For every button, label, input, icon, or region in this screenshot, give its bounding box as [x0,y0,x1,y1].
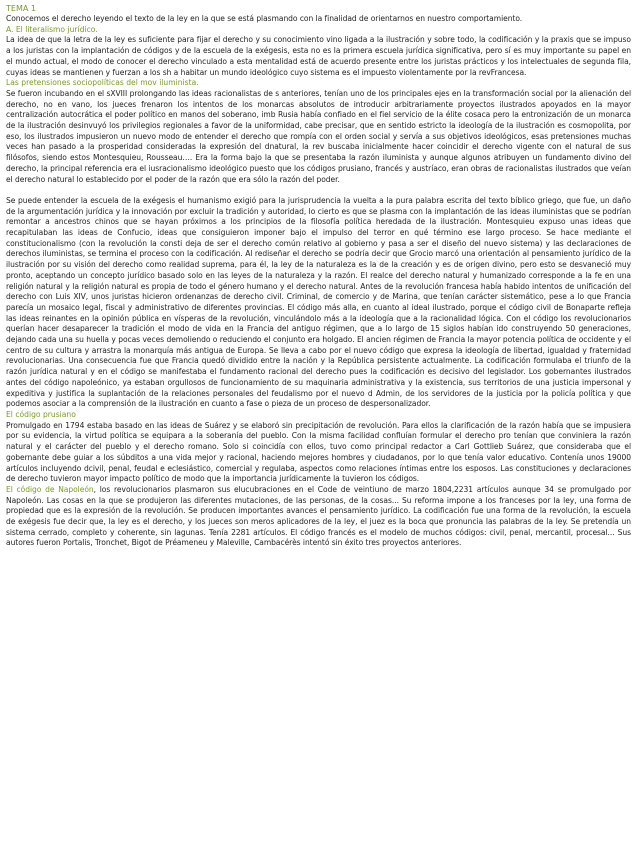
paragraph-pretensiones: Se fueron incubando en el sXVIII prolongando las ideas racionalistas de s anteriores, tenían uno de los principales ejes en la transformación social por la alienación del derecho, no en vano, los jueces frenaron los intentos de los monarcas absolutos de introducir arbitrariamente proyectos ilustrados apoyados en la mayor centralización autocrática el poder político en manos del soberano, imb Rusia había confiado en el fiel servicio de la élite cosaca pero la entronización de un monarca de la ilustración desinvuyó los privilegios regionales a favor de la uniformidad, cabe precisar, que en sentido estricto la ideología de la ilustración es cosmopolita, por eso, los ilustrados impusieron un nuevo modo de entender el derecho que rompía con el orden social y servía a sus objetivos ideológicos, esas pretensiones muchas veces han pasado a la prosperidad consideradas la expresión del dnatural, la rev buscaba inicialmente hacer coincidir el derecho vigente con el natural de sus filósofos, siendo estos Montesquieu, Rousseau…. Era la forma bajo la que se presentaba la razón iluminista y aunque algunos atribuyen un fundamento divino del derecho, la principal referencia era el iusracionalismo ideológico puesto que los códigos prusiano, francés y austríaco, eran obras de racionalistas ilustrados que veían el derecho natural lo establecido por el poder de la razón que era sólo la razón del poder. [6,88,631,184]
paragraph-codigo-napoleon: El código de Napoleón, los revolucionarios plasmaron sus elucubraciones en el Code de veintiuno de marzo 1804,2231 artículos aunque 34 se promulgado por Napoleón. Las cosas en la que se produjeron las diferentes mutaciones, de las personas, de la cosas... Su reforma impone a los franceses por la ley, una forma de propiedad que es la expresión de la revolución. Se producen importantes avances el pensamiento jurídico. La codificación fue una forma de la revolución, la escuela de exégesis fue decir que, la ley es el derecho, y los jueces son meros aplicadores de la ley, el juez es la boca que pronuncia las palabras de la ley. Se pretendía un sistema cerrado, completo y coherente, sin lagunas. Tenía 2281 artículos. El código francés es el modelo de muchos códigos: civil, penal, mercantil, procesal... Sus autores fueron Portalis, Tronchet, Bigot de Préameneu y Maleville, Cambacérès intentó sin éxito tres proyectos anteriores. [6,484,632,548]
paragraph-codigo-prusiano: Promulgado en 1794 estaba basado en las ideas de Suárez y se elaboró sin precipitación de revolución. Para ellos la clarificación de la razón había que se impusiera por su evidencia, la virtud política se equipara a la soberanía del pueblo. Con la misma facilidad confluían formular el derecho pro tenían que conviniera la razón natural y el carácter del pueblo y el derecho romano. Solo si coincidía con ellos, tuvo como principal redactor a Carl Gottlieb Suárez, que consideraba que el gobernante debe guiar a los súbditos a una vida mejor y racional, haciendo mejores hombres y ciudadanos, por lo que tenía valor educativo. Contenía unos 19000 artículos incluyendo dcivil, penal, feudal e eclesiástico, comercial y regulaba, aspectos como relaciones íntimas entre los esposos. Las constituciones y declaraciones de derecho tuvieron mayor impacto político de modo que la importancia jurídicamente la tuvieron los códigos. [6,420,631,484]
section-heading-literalismo: A. El literalismo jurídico. [6,24,98,34]
section-heading-codigo-prusiano: El código prusiano [6,410,76,419]
intro-paragraph: Conocemos el derecho leyendo el texto de la ley en la que se está plasmando con la finalidad de orientarnos en nuestro comportamiento. [6,14,523,23]
section-heading-codigo-napoleon: El código de Napoleón [6,484,94,494]
section-heading-pretensiones: Las pretensiones sociopolíticas del mov iluminista. [6,78,199,88]
paragraph-literalismo: La idea de que la letra de la ley es suficiente para fijar el derecho y su conocimiento vino ligada a la ilustración y sobre todo, la codificación y la praxis que se impuso a los juristas con la implantación de códigos y de la escuela de la exégesis, esta no es la primera escuela jurídica significativa, pero sí es muy importante su papel en el mundo actual, el modo de conocer el derecho vinculado a esta mentalidad está de acuerdo presente entre los juristas prácticos y los intelectuales de segunda fila, cuyas ideas se mantienen y fuerzan a los sh a habitar un mundo ideológico cuyo sistema es el impuesto violentamente por la revFrancesa. [6,35,631,77]
paragraph-codigo-napoleon-text: los revolucionarios plasmaron sus elucubraciones en el Code de veintiuno de marzo 1804,2231 artículos aunque 34 se promulgado por Napoleón. Las cosas en la que se produjeron las diferentes mutaciones, de las personas, de la cosas... Su reforma impone a los franceses por la ley, una forma de propiedad que es la expresión de la revolución. Se producen importantes avances el pensamiento jurídico. La codificación fue una forma de la revolución, la escuela de exégesis fue decir que, la ley es el derecho, y los jueces son meros aplicadores de la ley, el juez es la boca que pronuncia las palabras de la ley. Se pretendía un sistema cerrado, completo y coherente, sin lagunas. Tenía 2281 artículos. El código francés es el modelo de muchos códigos: civil, penal, mercantil, procesal... Sus autores fueron Portalis, Tronchet, Bigot de Préameneu y Maleville, Cambacérès intentó sin éxito tres proyectos anteriores. [6,484,632,548]
document-title: TEMA 1 [6,4,36,13]
paragraph-exegesis: Se puede entender la escuela de la exégesis el humanismo exigió para la jurisprudencia la vuelta a la pura palabra escrita del texto bíblico griego, que fue, un daño de la argumentación jurídica y la innovación por excluir la tradición y autoridad, lo cierto es que se plasma con la implantación de las ideas iluministas que se podrían remontar a ancestros chinos que se hayan próximos a los principios de la filosofía política heredada de la ilustración. Montesquieu expuso unas ideas que recapitulaban las ideas de Confucio, ideas que consiguieron imponer bajo el impulso del terror en qué término ese largo proceso. Se hace mediante el constitucionalismo (con la revolución la consti deja de ser el derecho común relativo al gobierno y pasa a ser el diseño del nuevo sistema) y las declaraciones de derechos iluministas, se termina el proceso con la codificación. Al rediseñar el derecho se podría decir que Grocio marcó una orientación al pensamiento jurídico de la ilustración por su visión del derecho como realidad suprema, para él, la ley de la naturaleza es la de la creación y es de origen divino, pero esto se desvaneció muy pronto, aceptando un concepto jurídico basado solo en las leyes de la naturaleza y la razón. El realce del derecho natural y humanizado corresponde a la fe en una religión natural y la religión natural es propia de todo el género humano y el derecho natural. Antes de la revolución francesa había habido intentos de unificación del derecho con Luis XIV, unos juristas hicieron ordenanzas de derecho civil. Criminal, de comercio y de Marina, que tenían carácter sistemático, pese a lo que Francia parecía un mosaico legal, fiscal y administrativo de diferentes provincias. El código más alla, en cuanto al ideal ilustrado, porque el código civil de Bonaparte refleja las ideas reinantes en la opinión pública en vísperas de la revolución, vinculándolo más a la ideología que a la racionalidad lógica. Con el código los revolucionarios querían hacer desaparecer la tradición el modo de vida en la Francia del antiguo régimen, que a lo largo de 15 siglos habían ido construyendo 50 generaciones, dejando cada una su huella y pocas veces demoliendo o reduciendo el conjunto era holgado. El ancien régimen de Francia la mayor potencia política de occidente y el centro de su cultura y arrastra la monarquía más antigua de Europa. Se lleva a cabo por el nuevo código que expresa la ideología de libertad, igualdad y fraternidad revolucionarias. Una consecuencia fue que Francia quedó dividido entre la nación y la República persistente actualmente. La codificación formulaba el triunfo de la razón jurídica natural y en el código se manifestaba el fundamento racional del derecho pues la codificación es decisivo del legislador. Los gobernantes ilustrados antes del código napoleónico, ya estaban orgullosos de funcionamiento de su maquinaria administrativa y la existencia, sus territorios de una justicia impersonal y expeditiva y justifica la suplantación de la relaciones personales del feudalismo por el nuevo d Admin, de los servidores de la justicia por la policía política y que podemos asociar a la comprensión de la ilustración en cuanto a fase o pieza de un proceso de despersonalizador. [6,195,631,409]
